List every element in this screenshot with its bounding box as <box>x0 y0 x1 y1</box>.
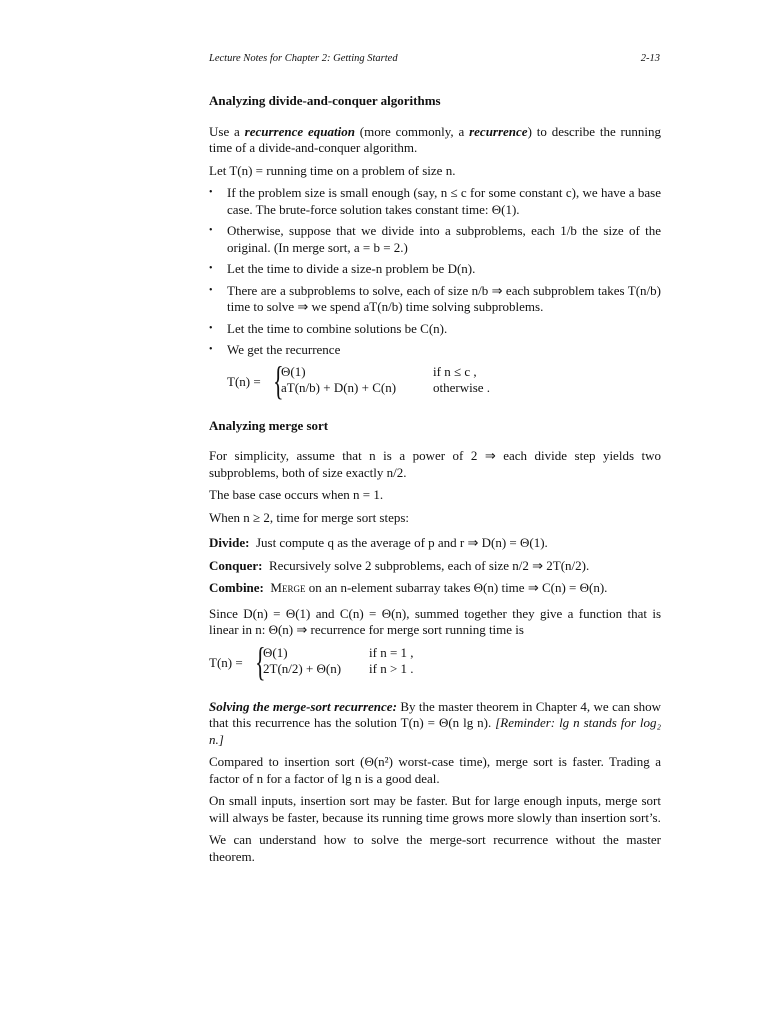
step-conquer <box>209 558 661 575</box>
header-page-number: 2-13 <box>640 53 660 64</box>
list-item: • There are a subproblems to solve, each of size n/b ⇒ each subproblem takes T(n/b) time to solve ⇒ we spend aT(n/b) time solving subproblems. <box>209 283 661 316</box>
step-combine <box>209 580 661 597</box>
insertion-sort-comparison: Compared to insertion sort (Θ(n²) worst-case time), merge sort is faster. Trading a factor of n for a factor of lg n is a good deal. <box>209 754 661 786</box>
case2-expression: 2T(n/2) + Θ(n) <box>263 660 342 676</box>
solving-lead-in: Solving the merge-sort recurrence: <box>209 698 397 714</box>
step-label: Conquer: <box>209 557 263 573</box>
running-time-definition: Let T(n) = running time on a problem of size n. <box>209 162 456 178</box>
master-theorem-paragraph <box>209 699 661 749</box>
list-item: • Let the time to combine solutions be C(n). <box>209 321 661 338</box>
case2-condition: otherwise . <box>433 379 491 395</box>
merge-procedure-name: Merge <box>270 580 306 595</box>
text-span: (more commonly, a <box>354 123 470 139</box>
case1-expression: Θ(1) <box>263 644 288 660</box>
list-item: • Otherwise, suppose that we divide into a subproblems, each 1/b the size of the original. (In merge sort, a = b = 2.) <box>209 223 661 256</box>
solution-text: By the master theorem in Chapter 4, we can show that this recurrence has the solution T(n) = Θ(n lg n). <box>209 698 661 730</box>
reminder-note: [Reminder: lg n stands for log₂ n.] <box>209 715 661 747</box>
case2-expression: aT(n/b) + D(n) + C(n) <box>281 379 397 395</box>
case1-condition: if n = 1 , <box>369 644 414 660</box>
step-label: Combine: <box>209 580 264 595</box>
equation-lhs: T(n) = <box>227 373 261 389</box>
section-title-divide-conquer: Analyzing divide-and-conquer algorithms <box>209 93 441 108</box>
case1-condition: if n ≤ c , <box>433 363 477 379</box>
left-brace: { <box>255 638 266 684</box>
main-content <box>209 93 661 871</box>
step-text: Recursively solve 2 subproblems, each of size n/2 ⇒ 2T(n/2). <box>268 557 590 573</box>
step-divide <box>209 535 661 552</box>
power-of-two-paragraph: For simplicity, assume that n is a power of 2 ⇒ each divide step yields two subproblems, both of size exactly n/2. <box>209 448 661 480</box>
recurrence-intro-paragraph <box>209 124 661 157</box>
section-title-merge-sort: Analyzing merge sort <box>209 417 329 433</box>
without-master-theorem-paragraph: We can understand how to solve the merge-sort recurrence without the master theorem. <box>209 832 661 864</box>
step-label: Divide: <box>209 535 250 550</box>
text-span: ) to describe the running time of a divide-and-conquer algorithm. <box>209 123 661 155</box>
header-chapter-title: Lecture Notes for Chapter 2: Getting Started <box>209 53 398 64</box>
merge-sort-recurrence-equation <box>209 638 661 684</box>
running-header <box>209 51 660 68</box>
case2-condition: if n > 1 . <box>369 660 414 676</box>
list-item: • We get the recurrence <box>209 342 661 359</box>
divide-conquer-bullet-list <box>209 185 661 359</box>
case1-expression: Θ(1) <box>281 363 306 379</box>
text-span: Use a <box>209 123 245 139</box>
general-recurrence-equation <box>227 357 661 403</box>
list-item: • If the problem size is small enough (say, n ≤ c for some constant c), we have a base case. The brute-force solution takes constant time: Θ(1). <box>209 185 661 218</box>
base-case-paragraph: The base case occurs when n = 1. <box>209 487 384 502</box>
step-text: Just compute q as the average of p and r ⇒ D(n) = Θ(1). <box>255 535 548 550</box>
term-recurrence-equation: recurrence equation <box>244 123 355 139</box>
term-recurrence: recurrence <box>469 123 528 139</box>
merge-sort-steps-intro: When n ≥ 2, time for merge sort steps: <box>209 509 410 525</box>
list-item: • Let the time to divide a size-n problem be D(n). <box>209 261 661 278</box>
small-inputs-paragraph: On small inputs, insertion sort may be faster. But for large enough inputs, merge sort will always be faster, because its running time grows more slowly than insertion sort’s. <box>209 793 661 825</box>
step-text: on an n-element subarray takes Θ(n) time ⇒ C(n) = Θ(n). <box>305 580 608 595</box>
linear-function-paragraph: Since D(n) = Θ(1) and C(n) = Θ(n), summed together they give a function that is linear in n: Θ(n) ⇒ recurrence for merge sort running time is <box>209 605 661 637</box>
equation-lhs: T(n) = <box>209 654 243 670</box>
left-brace: { <box>273 357 284 403</box>
